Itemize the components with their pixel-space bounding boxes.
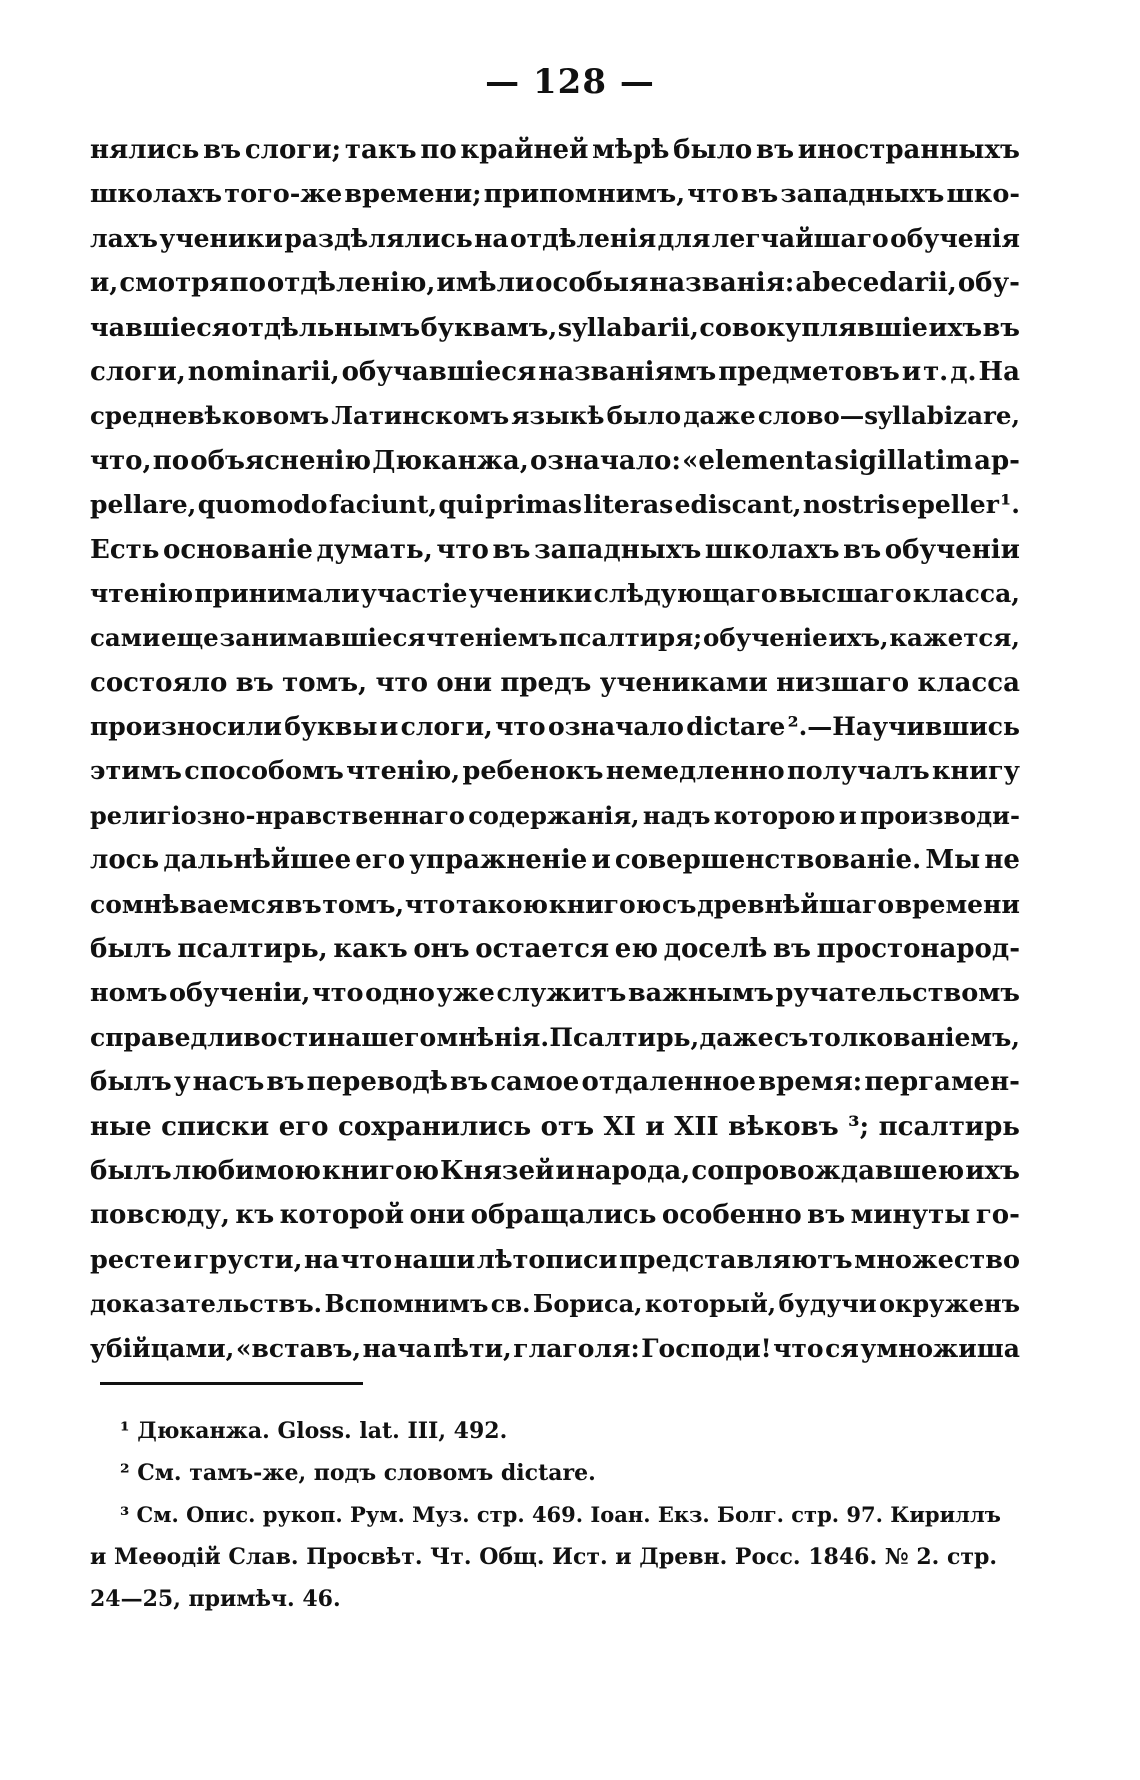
text-line: былъ псалтирь, какъ онъ остается ею доселѣ въ простонарод- bbox=[90, 934, 1020, 965]
text-line: ресте и грусти, на что наши лѣтописи представляютъ множество bbox=[90, 1244, 1020, 1275]
text-line: и, смотря по отдѣленію, имѣли особыя названія: abecedarii, обу- bbox=[90, 268, 1020, 299]
text-line: номъ обученіи, что одно уже служитъ важнымъ ручательствомъ bbox=[90, 978, 1020, 1009]
text-line: чтенію принимали участіе ученики слѣдующаго высшаго класса, bbox=[90, 578, 1020, 608]
footnote-1: ¹ Дюканжа. Gloss. lat. III, 492. bbox=[120, 1418, 508, 1444]
text-line: произносили буквы и слоги, что означало dictare ².—Научившись bbox=[90, 712, 1020, 742]
text-line: Есть основаніе думать, что въ западныхъ школахъ въ обученіи bbox=[90, 534, 1020, 565]
text-line: лахъ ученики раздѣлялись на отдѣленія для легчайшаго обученія bbox=[90, 223, 1020, 253]
text-line: справедливости нашего мнѣнія. Псалтирь, даже съ толкованіемъ, bbox=[90, 1022, 1020, 1052]
text-line: сами еще занимавшіеся чтеніемъ псалтиря; обученіе ихъ, кажется, bbox=[90, 623, 1020, 653]
page-number: — 128 — bbox=[485, 62, 655, 102]
text-line: pellare, quomodo faciunt, qui primas literas ediscant, nostris epeller ¹. bbox=[90, 490, 1020, 520]
text-line: доказательствъ. Вспомнимъ св. Бориса, который, будучи окруженъ bbox=[90, 1289, 1020, 1319]
footnote-3-end: 24—25, примѣч. 46. bbox=[90, 1586, 341, 1612]
text-line: религіозно-нравственнаго содержанія, надъ которою и производи- bbox=[90, 800, 1020, 830]
text-line: повсюду, къ которой они обращались особенно въ минуты го- bbox=[90, 1200, 1020, 1231]
body-text bbox=[90, 128, 1020, 1371]
text-line: состояло въ томъ, что они предъ учениками низшаго класса bbox=[90, 667, 1020, 698]
text-line: былъ любимою книгою Князей и народа, сопровождавшею ихъ bbox=[90, 1155, 1020, 1186]
footnote-divider bbox=[100, 1382, 363, 1385]
text-line: средневѣковомъ Латинскомъ языкѣ было даже слово—syllabizare, bbox=[90, 401, 1020, 431]
text-line: нялись въ слоги; такъ по крайней мѣрѣ было въ иностранныхъ bbox=[90, 135, 1020, 165]
text-line: убійцами, «вставъ, нача пѣти, глаголя: Господи! что ся умножиша bbox=[90, 1333, 1020, 1363]
text-line: ные списки его сохранились отъ XI и XII вѣковъ ³; псалтирь bbox=[90, 1111, 1020, 1142]
text-line: сомнѣваемся въ томъ, что такою книгою съ древнѣйшаго времени bbox=[90, 889, 1020, 919]
text-line: былъ у насъ въ переводѣ въ самое отдаленное время: пергамен- bbox=[90, 1067, 1020, 1098]
footnote-2: ² См. тамъ-же, подъ словомъ dictare. bbox=[120, 1460, 596, 1486]
text-line: школахъ того-же времени; припомнимъ, что въ западныхъ шко- bbox=[90, 179, 1020, 210]
footnotes bbox=[90, 1410, 1020, 1620]
footnote-3: ³ См. Опис. рукоп. Рум. Муз. стр. 469. Іоан. Екз. Болг. стр. 97. Кириллъ bbox=[120, 1502, 1001, 1527]
text-line: лось дальнѣйшее его упражненіе и совершенствованіе. Мы не bbox=[90, 845, 1020, 876]
footnote-3-continued: и Меѳодій Слав. Просвѣт. Чт. Общ. Ист. и Древн. Росс. 1846. № 2. стр. bbox=[90, 1544, 998, 1570]
text-line: слоги, nominarii, обучавшіеся названіямъ предметовъ и т. д. На bbox=[90, 356, 1020, 387]
text-line: что, по объясненію Дюканжа, означало: «elementa sigillatim ap- bbox=[90, 445, 1020, 476]
text-line: чавшіеся отдѣльнымъ буквамъ, syllabarii, совокуплявшіе ихъ въ bbox=[90, 312, 1020, 343]
text-line: этимъ способомъ чтенію, ребенокъ немедленно получалъ книгу bbox=[90, 756, 1020, 787]
